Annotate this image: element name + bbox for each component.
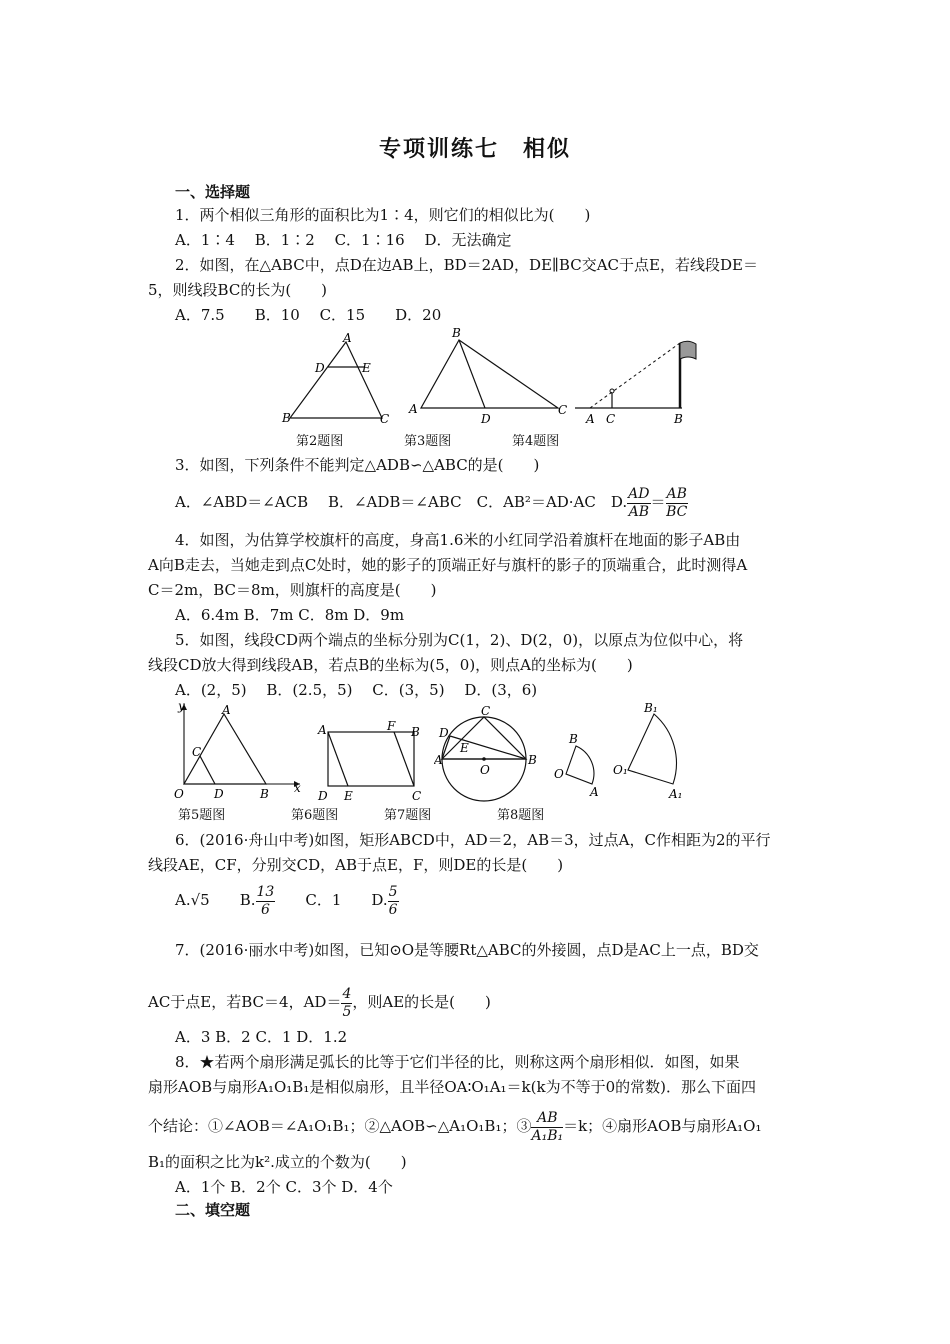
svg-text:D: D: [481, 412, 491, 426]
q6-options: [175, 880, 399, 920]
svg-text:A₁: A₁: [669, 787, 683, 801]
q8-frac-den: A₁B₁: [531, 1127, 564, 1144]
svg-text:D: D: [439, 726, 449, 740]
q5-stem-2: 线段CD放大得到线段AB，若点B的坐标为(5，0)，则点A的坐标为( ): [148, 656, 633, 674]
q7-stem-2: [148, 982, 491, 1022]
q7-options: A．3 B．2 C．1 D．1.2: [175, 1028, 348, 1046]
svg-text:C: C: [412, 789, 422, 803]
q7-fraction: [341, 986, 352, 1021]
svg-text:B: B: [528, 753, 537, 767]
q5-stem-1: 5．如图，线段CD两个端点的坐标分别为C(1，2)、D(2，0)，以原点为位似中心，将: [175, 631, 744, 649]
figure-q8-small: [552, 730, 602, 800]
svg-text:A: A: [586, 412, 595, 426]
q7-frac-num: 4: [342, 985, 352, 1002]
figure-q5: [172, 698, 307, 803]
svg-text:O₁: O₁: [613, 763, 628, 777]
q8-stem-1: 8．★若两个扇形满足弧长的比等于它们半径的比，则称这两个扇形相似．如图，如果: [175, 1053, 740, 1071]
q4-stem-2: A向B走去，当她走到点C处时，她的影子的顶端正好与旗杆的影子的顶端重合，此时测得A: [148, 556, 748, 574]
q6-option-d: D.: [371, 891, 388, 909]
q2-stem-1: 2．如图，在△ABC中，点D在边AB上，BD＝2AD，DE∥BC交AC于点E，若线段DE＝: [175, 256, 758, 274]
figure-q4: [570, 335, 710, 430]
caption-q5: 第5题图: [178, 808, 226, 823]
q8-stem-3: [148, 1106, 762, 1146]
svg-text:A: A: [409, 402, 418, 416]
q7-stem-1: 7．(2016·丽水中考)如图，已知⊙O是等腰Rt△ABC的外接圆，点D是AC上一点，BD交: [175, 941, 759, 959]
figure-q6: [314, 718, 426, 803]
svg-text:B: B: [569, 732, 578, 746]
svg-text:A: A: [318, 723, 327, 737]
caption-q6: 第6题图: [291, 808, 339, 823]
svg-text:F: F: [387, 719, 396, 733]
q3-frac2-num: AB: [666, 485, 687, 502]
q6-frac-b: [256, 884, 276, 919]
q3-frac1-num: AD: [628, 485, 650, 502]
svg-text:C: C: [606, 412, 616, 426]
svg-text:C: C: [481, 704, 491, 718]
q6-option-b: B.: [239, 891, 256, 909]
q6-frac-b-den: 6: [260, 901, 270, 918]
caption-q8: 第8题图: [497, 808, 545, 823]
q3-equals: ＝: [650, 493, 666, 511]
svg-text:D: D: [214, 787, 224, 801]
svg-text:B: B: [411, 725, 420, 739]
q7-stem-2b: ，则AE的长是( ): [352, 993, 491, 1011]
svg-text:A: A: [222, 703, 231, 717]
q4-options: A．6.4m B．7m C．8m D．9m: [175, 606, 405, 624]
q8-stem-3b: ＝k；④扇形AOB与扇形A₁O₁: [563, 1117, 762, 1135]
q6-stem-2: 线段AE，CF，分别交CD，AB于点E，F，则DE的长是( ): [148, 856, 564, 874]
q6-option-c: C．1: [305, 891, 342, 909]
q7-frac-den: 5: [342, 1003, 352, 1020]
svg-text:O: O: [174, 787, 184, 801]
figure-q3: [403, 326, 578, 426]
svg-text:x: x: [294, 781, 301, 795]
q3-options-text: A．∠ABD＝∠ACB B．∠ADB＝∠ABC C．AB²＝AD·AC D.: [175, 493, 628, 511]
q2-options: A．7.5 B．10 C．15 D．20: [175, 306, 442, 324]
svg-text:D: D: [315, 361, 325, 375]
svg-text:C: C: [558, 403, 568, 417]
q8-frac-num: AB: [531, 1110, 563, 1128]
caption-q2: 第2题图: [296, 434, 344, 449]
section-fill: 二、填空题: [175, 1201, 251, 1219]
figure-q2: [280, 330, 400, 430]
q6-option-a: A.√5: [175, 891, 210, 909]
caption-q3: 第3题图: [404, 434, 452, 449]
q2-stem-2: 5，则线段BC的长为( ): [148, 281, 328, 299]
svg-text:B: B: [260, 787, 269, 801]
q8-options: A．1个 B．2个 C．3个 D．4个: [175, 1178, 393, 1196]
svg-text:B₁: B₁: [644, 701, 658, 715]
svg-text:C: C: [192, 745, 202, 759]
q7-stem-2a: AC于点E，若BC＝4，AD＝: [148, 993, 342, 1011]
svg-text:A: A: [590, 785, 599, 799]
q1-options: A．1∶4 B．1∶2 C．1∶16 D．无法确定: [175, 231, 512, 249]
svg-text:E: E: [362, 361, 371, 375]
svg-text:D: D: [318, 789, 328, 803]
q6-frac-b-num: 13: [256, 883, 275, 900]
q3-fraction-2: [666, 486, 688, 521]
caption-q7: 第7题图: [384, 808, 432, 823]
svg-text:B: B: [282, 411, 291, 425]
svg-text:O: O: [480, 763, 490, 777]
q5-options: A．(2，5) B．(2.5，5) C．(3，5) D．(3，6): [175, 681, 538, 699]
figure-q7: [434, 704, 544, 804]
q8-stem-3a: 个结论：①∠AOB＝∠A₁O₁B₁；②△AOB∽△A₁O₁B₁；③: [148, 1117, 532, 1135]
figure-q8-large: [608, 700, 708, 802]
svg-text:A: A: [434, 753, 443, 767]
q6-frac-d-den: 6: [388, 901, 398, 918]
q1-stem: 1．两个相似三角形的面积比为1∶4，则它们的相似比为( ): [175, 206, 591, 224]
q3-frac1-den: AB: [628, 503, 650, 520]
q4-stem-1: 4．如图，为估算学校旗杆的高度，身高1.6米的小红同学沿着旗杆在地面的影子AB由: [175, 531, 741, 549]
q8-stem-4: B₁的面积之比为k².成立的个数为( ): [148, 1153, 407, 1171]
q6-frac-d-num: 5: [388, 883, 398, 900]
svg-text:y: y: [178, 699, 185, 713]
q8-stem-2: 扇形AOB与扇形A₁O₁B₁是相似扇形，且半径OA∶O₁A₁＝k(k为不等于0的常数)．那么下面四: [148, 1078, 756, 1096]
caption-q4: 第4题图: [512, 434, 560, 449]
q6-stem-1: 6．(2016·舟山中考)如图，矩形ABCD中，AD＝2，AB＝3，过点A，C作相距为2的平行: [175, 831, 771, 849]
section-choice: 一、选择题: [175, 183, 251, 201]
q3-frac2-den: BC: [666, 503, 688, 520]
svg-text:E: E: [344, 789, 353, 803]
svg-text:O: O: [554, 767, 564, 781]
svg-text:A: A: [343, 331, 352, 345]
q4-stem-3: C＝2m，BC＝8m，则旗杆的高度是( ): [148, 581, 437, 599]
svg-text:E: E: [460, 741, 469, 755]
page-title: 专项训练七 相似: [378, 136, 571, 162]
svg-text:B: B: [674, 412, 683, 426]
q3-stem: 3．如图，下列条件不能判定△ADB∽△ABC的是( ): [175, 456, 540, 474]
q6-frac-d: [388, 884, 399, 919]
q8-fraction: [531, 1110, 563, 1145]
svg-text:B: B: [452, 326, 461, 340]
q3-options: [175, 482, 688, 522]
svg-text:C: C: [380, 412, 390, 426]
q3-fraction-1: [627, 486, 650, 521]
